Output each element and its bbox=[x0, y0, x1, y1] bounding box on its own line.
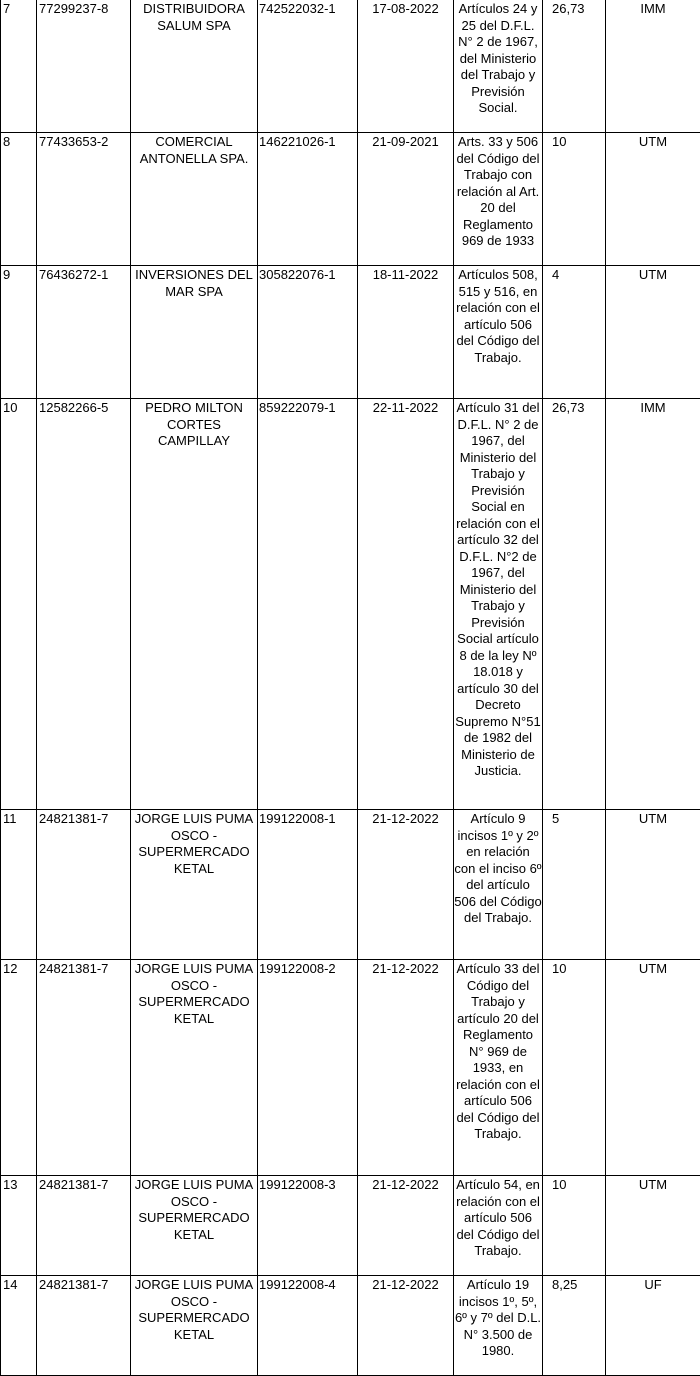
fine-amount: 10 bbox=[543, 133, 606, 266]
date: 21-12-2022 bbox=[358, 960, 454, 1176]
fine-unit: IMM bbox=[606, 399, 700, 810]
fine-amount: 5 bbox=[543, 810, 606, 960]
fine-unit: IMM bbox=[606, 0, 700, 133]
rut: 24821381-7 bbox=[37, 1276, 131, 1376]
company-name: JORGE LUIS PUMA OSCO - SUPERMERCADO KETAL bbox=[131, 810, 258, 960]
rut: 24821381-7 bbox=[37, 960, 131, 1176]
table-row bbox=[1, 399, 700, 810]
legal-basis: Artículo 9 incisos 1º y 2º en relación con el inciso 6º del artículo 506 del Código del Trabajo. bbox=[454, 810, 543, 960]
fine-unit: UTM bbox=[606, 133, 700, 266]
date: 21-09-2021 bbox=[358, 133, 454, 266]
fine-amount: 26,73 bbox=[543, 399, 606, 810]
company-name: COMERCIAL ANTONELLA SPA. bbox=[131, 133, 258, 266]
rut: 24821381-7 bbox=[37, 810, 131, 960]
company-name: JORGE LUIS PUMA OSCO - SUPERMERCADO KETAL bbox=[131, 1176, 258, 1276]
fine-unit: UTM bbox=[606, 810, 700, 960]
table-row bbox=[1, 133, 700, 266]
row-number: 14 bbox=[1, 1276, 37, 1376]
fine-unit: UTM bbox=[606, 1176, 700, 1276]
document-number: 199122008-4 bbox=[258, 1276, 358, 1376]
row-number: 9 bbox=[1, 266, 37, 399]
date: 21-12-2022 bbox=[358, 1276, 454, 1376]
company-name: INVERSIONES DEL MAR SPA bbox=[131, 266, 258, 399]
row-number: 10 bbox=[1, 399, 37, 810]
legal-basis: Artículos 508, 515 y 516, en relación con el artículo 506 del Código del Trabajo. bbox=[454, 266, 543, 399]
fine-amount: 10 bbox=[543, 960, 606, 1176]
date: 17-08-2022 bbox=[358, 0, 454, 133]
date: 21-12-2022 bbox=[358, 810, 454, 960]
company-name: DISTRIBUIDORA SALUM SPA bbox=[131, 0, 258, 133]
table-row bbox=[1, 1276, 700, 1376]
row-number: 7 bbox=[1, 0, 37, 133]
legal-basis: Artículo 19 incisos 1º, 5º, 6º y 7º del D.L. N° 3.500 de 1980. bbox=[454, 1276, 543, 1376]
rut: 12582266-5 bbox=[37, 399, 131, 810]
row-number: 8 bbox=[1, 133, 37, 266]
fine-amount: 8,25 bbox=[543, 1276, 606, 1376]
table-row bbox=[1, 810, 700, 960]
fine-amount: 26,73 bbox=[543, 0, 606, 133]
table-row bbox=[1, 0, 700, 133]
legal-basis: Artículo 31 del D.F.L. N° 2 de 1967, del Ministerio del Trabajo y Previsión Social en relación con el artículo 32 del D.F.L. N°2 de 1967, del Ministerio del Trabajo y Previsión Social artículo 8 de la ley Nº 18.018 y artículo 30 del Decreto Supremo N°51 de 1982 del Ministerio de Justicia. bbox=[454, 399, 543, 810]
row-number: 11 bbox=[1, 810, 37, 960]
fine-amount: 4 bbox=[543, 266, 606, 399]
document-number: 199122008-1 bbox=[258, 810, 358, 960]
rut: 76436272-1 bbox=[37, 266, 131, 399]
legal-basis: Artículo 54, en relación con el artículo 506 del Código del Trabajo. bbox=[454, 1176, 543, 1276]
fine-unit: UF bbox=[606, 1276, 700, 1376]
company-name: PEDRO MILTON CORTES CAMPILLAY bbox=[131, 399, 258, 810]
date: 22-11-2022 bbox=[358, 399, 454, 810]
row-number: 13 bbox=[1, 1176, 37, 1276]
row-number: 12 bbox=[1, 960, 37, 1176]
document-number: 742522032-1 bbox=[258, 0, 358, 133]
document-number: 199122008-2 bbox=[258, 960, 358, 1176]
table-row bbox=[1, 1176, 700, 1276]
fine-unit: UTM bbox=[606, 960, 700, 1176]
table-row bbox=[1, 266, 700, 399]
document-number: 859222079-1 bbox=[258, 399, 358, 810]
date: 21-12-2022 bbox=[358, 1176, 454, 1276]
document-number: 305822076-1 bbox=[258, 266, 358, 399]
rut: 24821381-7 bbox=[37, 1176, 131, 1276]
rut: 77433653-2 bbox=[37, 133, 131, 266]
fine-unit: UTM bbox=[606, 266, 700, 399]
company-name: JORGE LUIS PUMA OSCO - SUPERMERCADO KETAL bbox=[131, 960, 258, 1176]
legal-basis: Arts. 33 y 506 del Código del Trabajo con relación al Art. 20 del Reglamento 969 de 1933 bbox=[454, 133, 543, 266]
legal-basis: Artículo 33 del Código del Trabajo y artículo 20 del Reglamento N° 969 de 1933, en relación con el artículo 506 del Código del Trabajo. bbox=[454, 960, 543, 1176]
company-name: JORGE LUIS PUMA OSCO - SUPERMERCADO KETAL bbox=[131, 1276, 258, 1376]
legal-basis: Artículos 24 y 25 del D.F.L. N° 2 de 1967, del Ministerio del Trabajo y Previsión Social. bbox=[454, 0, 543, 133]
document-number: 146221026-1 bbox=[258, 133, 358, 266]
rut: 77299237-8 bbox=[37, 0, 131, 133]
document-number: 199122008-3 bbox=[258, 1176, 358, 1276]
date: 18-11-2022 bbox=[358, 266, 454, 399]
fine-amount: 10 bbox=[543, 1176, 606, 1276]
table-row bbox=[1, 960, 700, 1176]
